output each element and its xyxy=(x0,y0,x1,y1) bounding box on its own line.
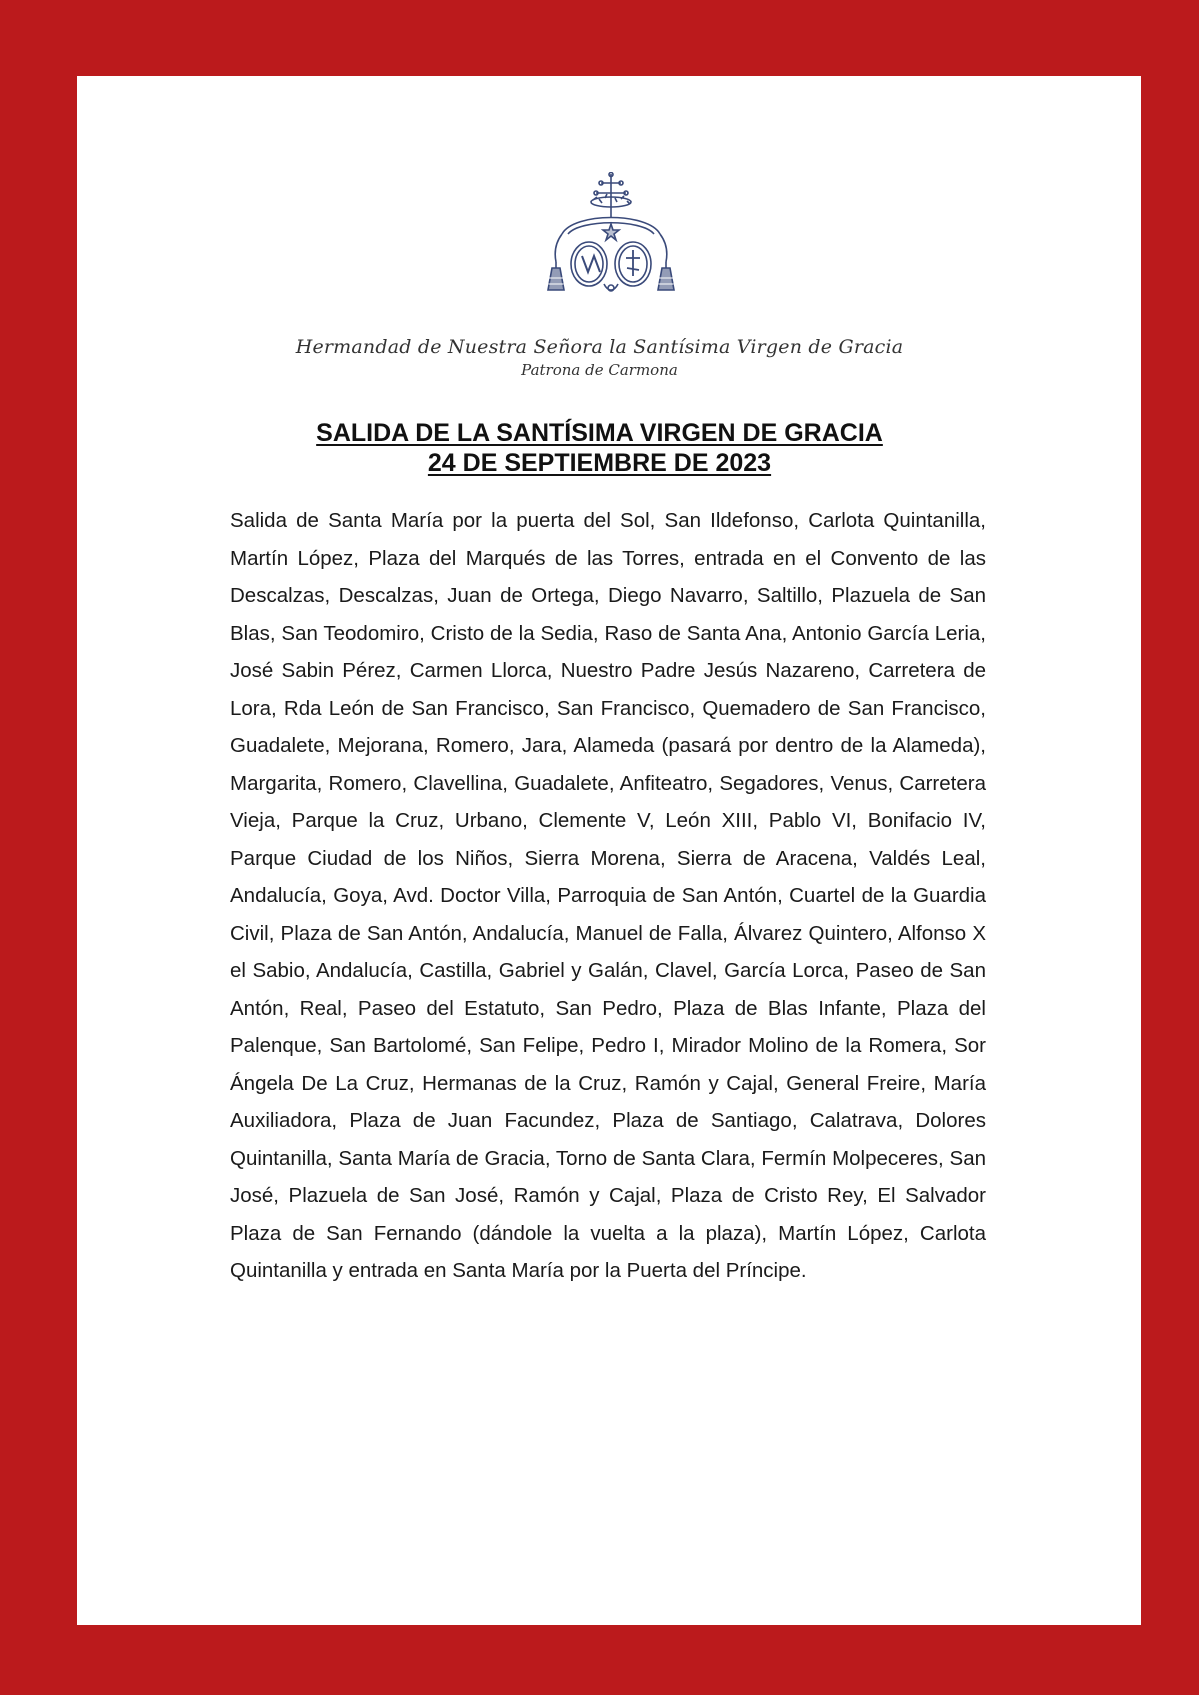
route-paragraph: Salida de Santa María por la puerta del Sol, San Ildefonso, Carlota Quintanilla, Martín López, Plaza del Marqués de las Torres, entrada en el Convento de las Descalzas, Descalzas, Juan de Ortega, Diego Navarro, Saltillo, Plazuela de San Blas, San Teodomiro, Cristo de la Sedia, Raso de Santa Ana, Antonio García Leria, José Sabin Pérez, Carmen Llorca, Nuestro Padre Jesús Nazareno, Carretera de Lora, Rda León de San Francisco, San Francisco, Quemadero de San Francisco, Guadalete, Mejorana, Romero, Jara, Alameda (pasará por dentro de la Alameda), Margarita, Romero, Clavellina, Guadalete, Anfiteatro, Segadores, Venus, Carretera Vieja, Parque la Cruz, Urbano, Clemente V, León XIII, Pablo VI, Bonifacio IV, Parque Ciudad de los Niños, Sierra Morena, Sierra de Aracena, Valdés Leal, Andalucía, Goya, Avd. Doctor Villa, Parroquia de San Antón, Cuartel de la Guardia Civil, Plaza de San Antón, Andalucía, Manuel de Falla, Álvarez Quintero, Alfonso X el Sabio, Andalucía, Castilla, Gabriel y Galán, Clavel, García Lorca, Paseo de San Antón, Real, Paseo del Estatuto, San Pedro, Plaza de Blas Infante, Plaza del Palenque, San Bartolomé, San Felipe, Pedro I, Mirador Molino de la Romera, Sor Ángela De La Cruz, Hermanas de la Cruz, Ramón y Cajal, General Freire, María Auxiliadora, Plaza de Juan Facundez, Plaza de Santiago, Calatrava, Dolores Quintanilla, Santa María de Gracia, Torno de Santa Clara, Fermín Molpeceres, San José, Plazuela de San José, Ramón y Cajal, Plaza de Cristo Rey, El Salvador Plaza de San Fernando (dándole la vuelta a la plaza), Martín López, Carlota Quintanilla y entrada en Santa María por la Puerta del Príncipe. xyxy=(230,509,986,1282)
title-line-2: 24 DE SEPTIEMBRE DE 2023 xyxy=(427,449,772,477)
brotherhood-crest-icon xyxy=(544,172,678,302)
brotherhood-header xyxy=(0,336,1199,380)
brotherhood-name: Hermandad de Nuestra Señora la Santísima Virgen de Gracia xyxy=(295,336,904,358)
document-title xyxy=(0,418,1199,478)
brotherhood-subtitle: Patrona de Carmona xyxy=(521,360,678,379)
title-line-1: SALIDA DE LA SANTÍSIMA VIRGEN DE GRACIA xyxy=(316,419,883,447)
